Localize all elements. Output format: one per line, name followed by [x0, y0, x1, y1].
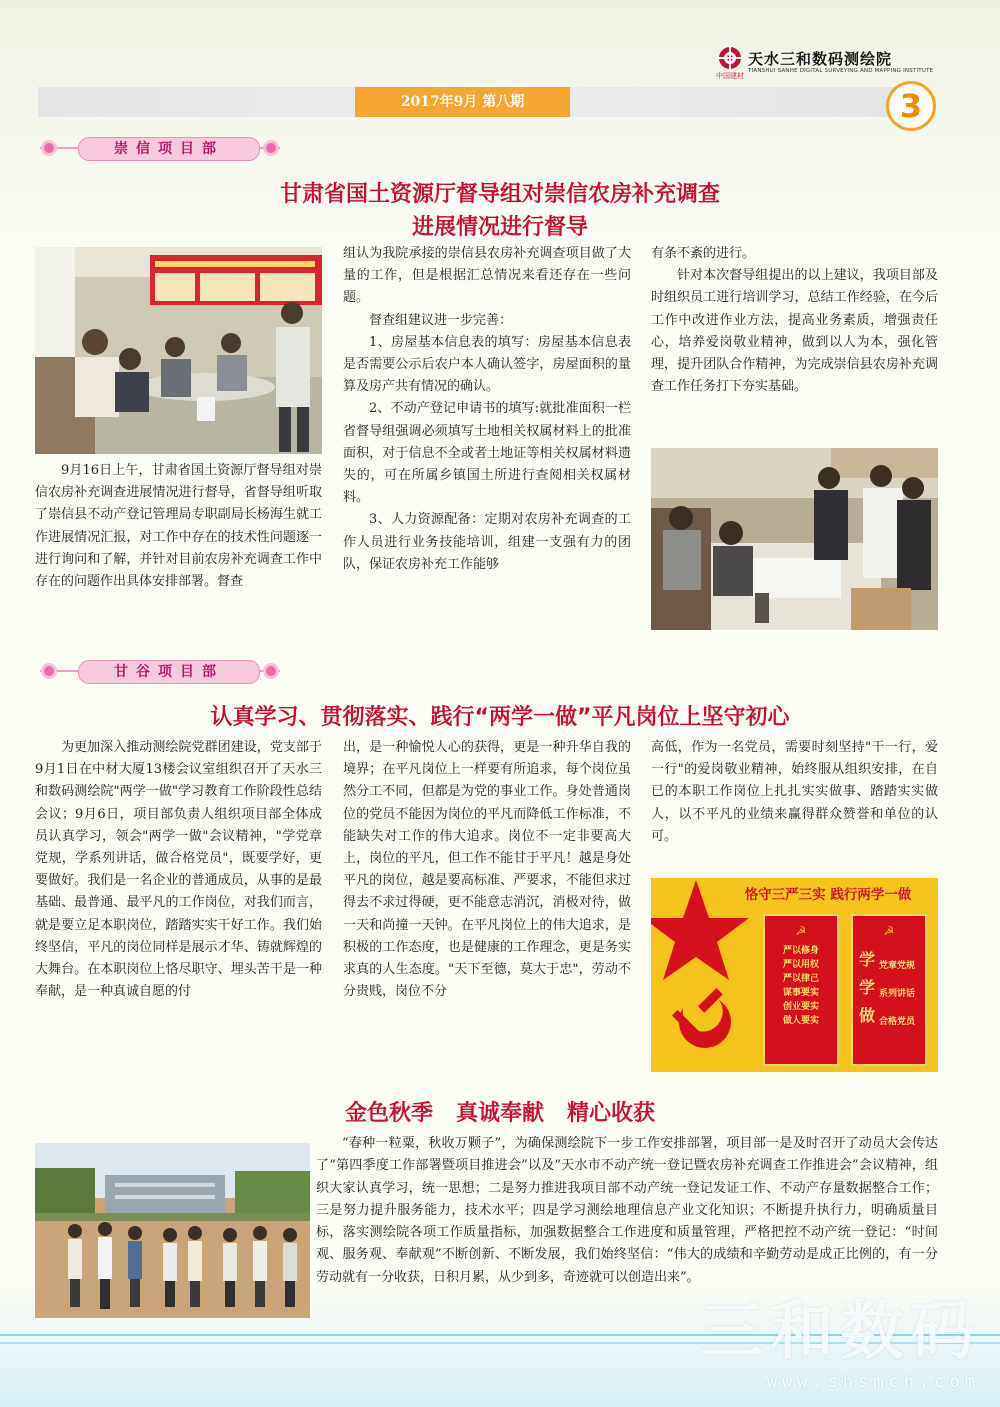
- article-title-line1: 甘肃省国土资源厅督导组对崇信农房补充调查: [279, 182, 720, 207]
- article1-column3: [651, 243, 938, 443]
- poster-banner-right: [851, 914, 927, 1066]
- article2-column2: [343, 737, 631, 1077]
- poster-line: 谋事要实: [782, 988, 819, 998]
- article2-column3: [651, 737, 938, 857]
- poster-line: 创业要实: [782, 1002, 819, 1012]
- article-title-line2: 进展情况进行督导: [411, 215, 588, 240]
- party-poster: [651, 878, 938, 1072]
- poster-line: 做人要实: [782, 1016, 819, 1026]
- organization-name-en: TIANSHUI SANHE DIGITAL SURVEYING AND MAPPING INSTITUTE: [748, 68, 934, 74]
- photo-meeting-room: [35, 247, 322, 454]
- article1-paragraph: 1、房屋基本信息表的填写：房屋基本信息表是否需要公示后农户本人确认签字，房屋面积的量算及房产共有情况的确认。: [343, 334, 631, 395]
- article1-paragraph: 3、人力资源配备：定期对农房补充调查的工作人员进行业务技能培训，组建一支强有力的团队，保证农房补充工作能够: [343, 512, 631, 572]
- article1-paragraph: 督查组建议进一步完善：: [369, 312, 513, 328]
- flower-icon: [266, 143, 276, 153]
- logo-caption: 中国建材: [716, 72, 744, 80]
- poster-line: 系列讲话: [879, 989, 916, 999]
- party-emblem-icon: ☭: [883, 924, 895, 938]
- article2-column1: [35, 737, 322, 1077]
- section-tag-chongxin: [40, 137, 280, 159]
- poster-line: 严以用权: [782, 960, 819, 970]
- article2-paragraph: 出，是一种愉悦人心的获得，更是一种升华自我的境界；在平凡岗位上一样要有所追求，每个岗位虽然分工不同，但都是为党的事业工作。身处普通岗位的党员不能因为岗位的平凡而降低工作标准，不能缺失对工作的伟大追求。岗位不一定非要高大上，岗位的平凡，但工作不能甘于平凡！越是身处平凡的岗位，越是要高标准、严要求，不能但求过得去不求过得硬，更不能意志消沉，消极对待，做一天和尚撞一天钟。在平凡岗位上的伟大追求，是积极的工作态度，也是健康的工作理念，更是务实求真的人生态度。"天下至德，莫大于忠"，劳动不分贵贱，岗位不分: [343, 740, 631, 1000]
- article1-paragraph: 9月16日上午，甘肃省国土资源厅督导组对崇信农房补充调查进展情况进行督导，省督导组听取了崇信县不动产登记管理局专职副局长杨海生就工作进展情况汇报，对工作中存在的技术性问题逐一进行询问和了解，并针对目前农房补充调查工作中存在的问题作出具体安排部署。督查: [35, 463, 322, 590]
- poster-char: 学: [859, 950, 876, 969]
- poster-line: 党章党规: [879, 961, 916, 971]
- hammer-sickle-icon: [669, 988, 739, 1058]
- article1-column2: [343, 243, 631, 638]
- poster-char: 做: [859, 1006, 876, 1025]
- organization-name: 天水三和数码测绘院: [748, 50, 893, 68]
- article3-paragraph: “春种一粒粟，秋收万颗子”，为确保测绘院下一步工作安排部署，项目部一是及时召开了动员大会传达了“第四季度工作部署暨项目推进会”以及“天水市不动产统一登记暨农房补充调查工作推进会”会议精神，组织大家认真学习，统一思想；二是努力推进我项目部不动产统一登记发证工作、不动产存量数据整合工作；三是努力提升服务能力，技术水平；四是学习测绘地理信息产业文化知识；不断提升执行力，明确质量目标，落实测绘院各项工作质量指标，加强数据整合工作进度和质量管理，严格把控不动产统一登记：“时间观、服务观、奉献观”不断创新、不断发展，我们始终坚信：“伟大的成绩和辛勤劳动是成正比例的，有一分劳动就有一分收获，日积月累，从少到多，奇迹就可以创造出来”。: [316, 1136, 938, 1285]
- photo-field-work: [35, 1143, 310, 1318]
- page-number: 3: [886, 81, 936, 131]
- article1-paragraph: 针对本次督导组提出的以上建议，我项目部及时组织员工进行培训学习，总结工作经验，在今后工作中改进作业方法，提高业务素质，增强责任心，培养爱岗敬业精神，做到以人为本，强化管理，提升团队合作精神，为完成崇信县农房补充调查工作任务打下夯实基础。: [651, 268, 938, 395]
- poster-line: 严以修身: [782, 946, 819, 956]
- section-tag-gangu: [40, 660, 280, 682]
- article2-title: 认真学习、贯彻落实、践行“两学一做”平凡岗位上坚守初心: [210, 705, 790, 730]
- article3-title: 金色秋季 真诚奉献 精心收获: [345, 1101, 655, 1126]
- poster-line: 合格党员: [879, 1017, 916, 1027]
- photo-document-review: [651, 448, 938, 630]
- watermark-text: 三和数码: [700, 1295, 980, 1369]
- article2-paragraph: 为更加深入推动测绘院党群团建设，党支部于9月1日在中材大厦13楼会议室组织召开了天水三和数码测绘院"两学一做"学习教育工作阶段性总结会议；9月6日，项目部负责人组织项目部全体成员认真学习，领会"两学一做"会议精神，"学党章党规，学系列讲话，做合格党员"，既要学好，更要做好。我们是一名企业的普通成员，从事的是最基础、最普通、最平凡的工作岗位，对我们而言，就是要立足本职岗位，踏踏实实干好工作。我们始终坚信，平凡的岗位同样是展示才华、铸就辉煌的大舞台。在本职岗位上恪尽职守、埋头苦干是一种奉献，是一种真诚自愿的付: [35, 740, 322, 1000]
- article1-paragraph: 有条不紊的进行。: [651, 246, 756, 261]
- watermark-url: www.shsmch.com: [766, 1372, 980, 1392]
- flower-icon: [44, 666, 54, 676]
- article1-paragraph: 组认为我院承接的崇信县农房补充调查项目做了大量的工作，但是根据汇总情况来看还存在一些问题。: [343, 246, 631, 306]
- article2-paragraph: 高低，作为一名党员，需要时刻坚持"干一行，爱一行"的爱岗敬业精神，始终服从组织安排，在自已的本职工作岗位上扎扎实实做事、踏踏实实做人，以不平凡的业绩来赢得群众赞誉和单位的认可。: [651, 740, 938, 844]
- flower-icon: [44, 143, 54, 153]
- logo-icon: [718, 46, 742, 70]
- issue-label: 2017年9月 第八期: [355, 87, 570, 117]
- poster-line: 严以律己: [782, 974, 819, 984]
- poster-title: 恪守三严三实 践行两学一做: [744, 887, 912, 903]
- poster-banner-left: [763, 914, 839, 1066]
- article1-column1: [35, 460, 322, 638]
- flower-icon: [266, 666, 276, 676]
- party-emblem-icon: ☭: [795, 924, 807, 938]
- section-tag-label: 甘谷项目部: [78, 660, 260, 684]
- article1-paragraph: 2、不动产登记申请书的填写:就批准面积一栏省督导组强调必须填写土地相关权属材料上的批准面积，对于信息不全或者土地证等相关权属材料遗失的，可在所属乡镇国土所进行查阅相关权属材料。: [343, 401, 631, 506]
- poster-char: 学: [859, 978, 876, 997]
- section-tag-label: 崇信项目部: [78, 137, 260, 161]
